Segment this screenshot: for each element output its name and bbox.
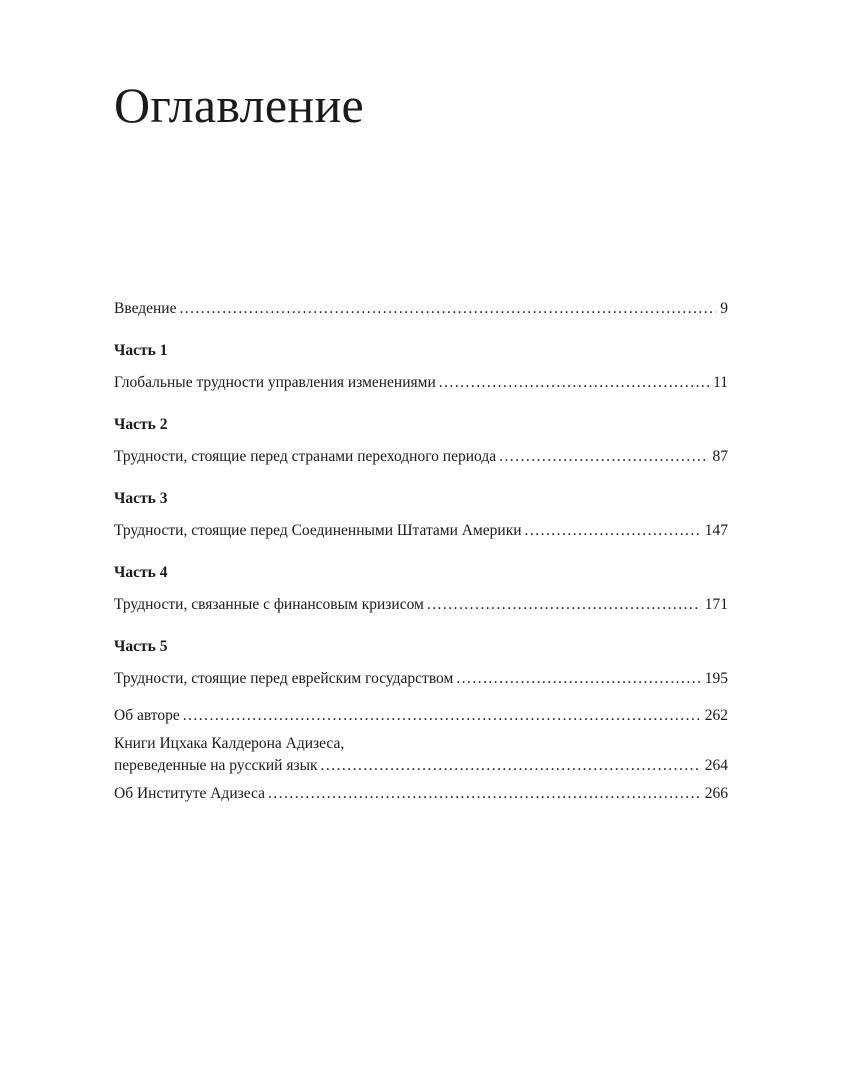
- toc-page-number: 87: [712, 448, 728, 465]
- toc-page-number: 11: [713, 374, 728, 391]
- toc-entry-title: переведенные на русский язык: [114, 757, 318, 774]
- toc-dot-leader: [321, 755, 701, 777]
- toc-dot-leader: [499, 446, 708, 468]
- part-label-3: Часть 3: [114, 490, 168, 507]
- toc-page-number: 262: [704, 707, 728, 724]
- toc-dot-leader: [183, 705, 701, 727]
- toc-page-number: 264: [704, 757, 728, 774]
- part-label-5: Часть 5: [114, 638, 168, 655]
- toc-entry-part-5[interactable]: [114, 668, 728, 690]
- toc-entry-title: Трудности, стоящие перед Соединенными Штатами Америки: [114, 522, 522, 539]
- table-of-contents: [114, 298, 728, 805]
- toc-entry-title: Глобальные трудности управления изменениями: [114, 374, 436, 391]
- toc-dot-leader: [525, 520, 701, 542]
- toc-page-number: 9: [720, 300, 728, 317]
- page-title: Оглавление: [114, 77, 365, 133]
- toc-entry-title: Трудности, стоящие перед странами переходного периода: [114, 448, 497, 465]
- toc-dot-leader: [427, 594, 701, 616]
- toc-dot-leader: [179, 298, 716, 320]
- toc-entry-part-1[interactable]: [114, 372, 728, 394]
- toc-entry-books-line1[interactable]: Книги Ицхака Калдерона Адизеса,: [114, 735, 345, 752]
- toc-entry-title: Трудности, связанные с финансовым кризисом: [114, 596, 424, 613]
- part-label-2: Часть 2: [114, 416, 168, 433]
- toc-page-number: 266: [704, 785, 728, 802]
- toc-entry-part-2[interactable]: [114, 446, 728, 468]
- toc-entry-title: Об Институте Адизеса: [114, 785, 265, 802]
- toc-entry-books[interactable]: [114, 755, 728, 777]
- toc-page-number: 147: [704, 522, 728, 539]
- part-label-1: Часть 1: [114, 342, 168, 359]
- toc-dot-leader: [268, 783, 701, 805]
- toc-entry-part-3[interactable]: [114, 520, 728, 542]
- toc-entry-institute[interactable]: [114, 783, 728, 805]
- toc-entry-part-4[interactable]: [114, 594, 728, 616]
- toc-entry-title: Введение: [114, 300, 177, 317]
- part-label-4: Часть 4: [114, 564, 168, 581]
- toc-entry-about-author[interactable]: [114, 705, 728, 727]
- toc-page-number: 171: [704, 596, 728, 613]
- toc-dot-leader: [439, 372, 709, 394]
- toc-entry-title: Трудности, стоящие перед еврейским государством: [114, 670, 454, 687]
- toc-dot-leader: [456, 668, 700, 690]
- toc-entry-title: Об авторе: [114, 707, 180, 724]
- toc-page-number: 195: [704, 670, 728, 687]
- toc-entry-introduction[interactable]: [114, 298, 728, 320]
